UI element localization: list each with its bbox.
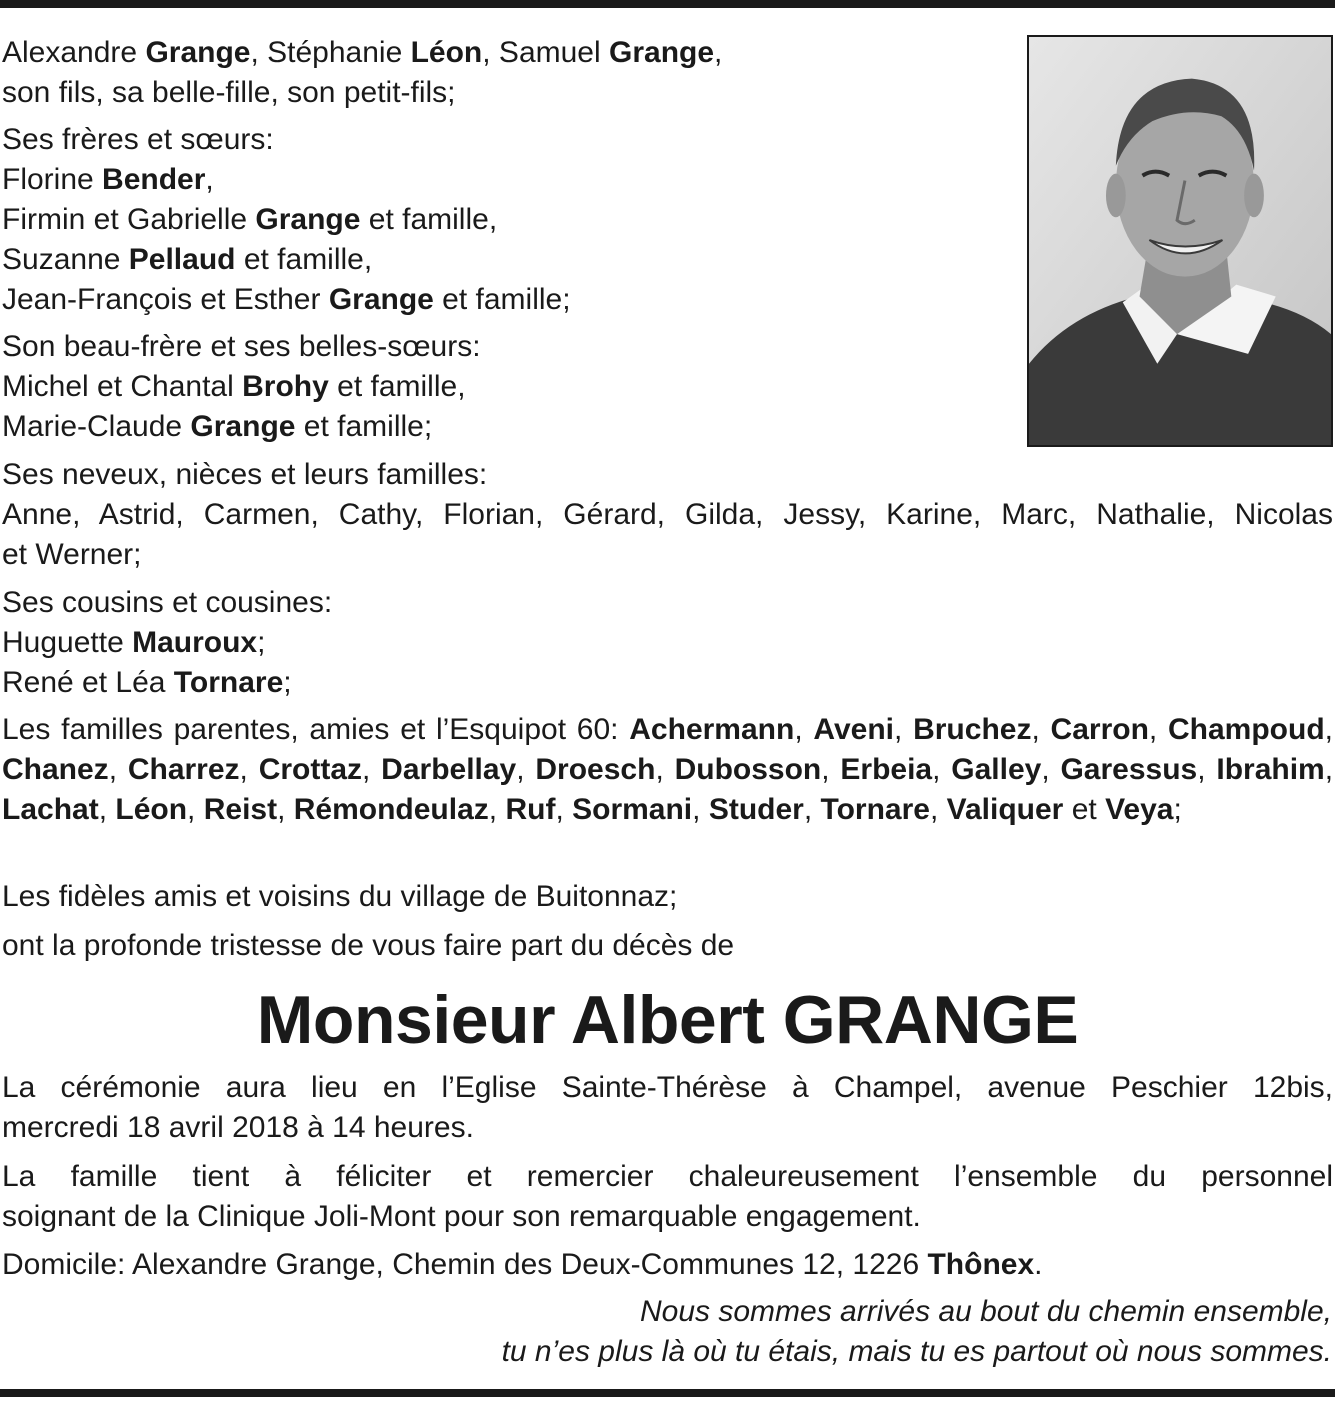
relative-family-name: Bruchez <box>913 713 1032 746</box>
bottom-rule <box>0 1389 1335 1397</box>
relative-family-name: Tornare <box>820 793 930 826</box>
top-rule <box>0 0 1335 8</box>
relative-family-name: Studer <box>708 793 804 826</box>
cousins-heading: Ses cousins et cousines: <box>2 586 333 619</box>
relative-family-name: Darbellay <box>381 753 517 786</box>
relative-family-name: Valiquer <box>946 793 1064 826</box>
announcement-line: ont la profonde tristesse de vous faire part du décès de <box>2 929 735 962</box>
deceased-name-title: Monsieur Albert GRANGE <box>256 982 1079 1058</box>
quote-line-2: tu n’es plus là où tu étais, mais tu es partout où nous sommes. <box>501 1335 1332 1368</box>
ceremony-line-1: La cérémonie aura lieu en l’Eglise Sainte-Thérèse à Champel, avenue Peschier 12bis, <box>2 1071 1333 1104</box>
domicile-line: Domicile: Alexandre Grange, Chemin des Deux-Communes 12, 1226 Thônex. <box>2 1248 1043 1281</box>
relative-family-name: Rémondeulaz <box>293 793 489 826</box>
neighbors-line: Les fidèles amis et voisins du village de Buitonnaz; <box>2 880 678 913</box>
inlaws-heading: Son beau-frère et ses belles-sœurs: <box>2 330 481 363</box>
nephews-heading: Ses neveux, nièces et leurs familles: <box>2 458 488 491</box>
inlaws-line-1: Michel et Chantal Brohy et famille, <box>2 370 466 403</box>
inlaws-line-2: Marie-Claude Grange et famille; <box>2 410 433 443</box>
relative-family-name: Ibrahim <box>1216 753 1325 786</box>
relatives-block <box>2 710 1333 830</box>
relative-family-name: Aveni <box>813 713 894 746</box>
relative-family-name: Achermann <box>629 713 795 746</box>
siblings-line-4: Jean-François et Esther Grange et famille; <box>2 283 571 316</box>
portrait-illustration <box>1029 37 1331 445</box>
thanks-line-1: La famille tient à féliciter et remercier chaleureusement l’ensemble du personnel <box>2 1160 1333 1193</box>
family-line-1: Alexandre Grange, Stéphanie Léon, Samuel Grange, <box>2 36 723 69</box>
relative-family-name: Garessus <box>1060 753 1198 786</box>
inlaws-block <box>2 327 481 447</box>
thanks-block <box>2 1157 1333 1237</box>
siblings-line-2: Firmin et Gabrielle Grange et famille, <box>2 203 498 236</box>
cousins-block <box>2 583 332 703</box>
siblings-block <box>2 120 571 320</box>
relative-family-name: Reist <box>203 793 278 826</box>
portrait-photo <box>1027 35 1333 447</box>
relative-family-name: Droesch <box>535 753 656 786</box>
relative-family-name: Sormani <box>572 793 693 826</box>
siblings-line-1: Florine Bender, <box>2 163 214 196</box>
relative-family-name: Champoud <box>1168 713 1325 746</box>
relative-family-name: Chanez <box>2 753 109 786</box>
relative-family-name: Lachat <box>2 793 99 826</box>
siblings-line-3: Suzanne Pellaud et famille, <box>2 243 373 276</box>
relative-family-name: Léon <box>115 793 188 826</box>
quote-line-1: Nous sommes arrivés au bout du chemin ensemble, <box>640 1295 1332 1328</box>
relative-family-name: Carron <box>1050 713 1149 746</box>
relative-family-name: Erbeia <box>840 753 933 786</box>
ceremony-line-2: mercredi 18 avril 2018 à 14 heures. <box>2 1111 474 1144</box>
cousins-line-2: René et Léa Tornare; <box>2 666 292 699</box>
relative-family-name: Dubosson <box>674 753 822 786</box>
cousins-line-1: Huguette Mauroux; <box>2 626 266 659</box>
relative-family-name: Charrez <box>127 753 240 786</box>
relative-family-name: Crottaz <box>258 753 363 786</box>
relative-family-name: Veya <box>1105 793 1174 826</box>
family-block <box>2 33 722 113</box>
closing-quote <box>502 1292 1332 1372</box>
nephews-line-2: et Werner; <box>2 538 142 571</box>
nephews-line-1: Anne, Astrid, Carmen, Cathy, Florian, Gérard, Gilda, Jessy, Karine, Marc, Nathalie, Nicolas <box>2 498 1333 531</box>
thanks-line-2: soignant de la Clinique Joli-Mont pour son remarquable engagement. <box>2 1200 921 1233</box>
ceremony-block <box>2 1068 1333 1148</box>
siblings-heading: Ses frères et sœurs: <box>2 123 274 156</box>
family-line-2: son fils, sa belle-fille, son petit-fils; <box>2 76 456 109</box>
relatives-paragraph: Les familles parentes, amies et l’Esquipot 60: Achermann, Aveni, Bruchez, Carron, Champoud, Chanez, Charrez, Crottaz, Darbellay, Droesch, Dubosson, Erbeia, Galley, Garessus, Ibrahim, Lachat, Léon, Reist, Rémondeulaz, Ruf, Sormani, Studer, Tornare, Valiquer et Veya; <box>2 713 1334 826</box>
relative-family-name: Ruf <box>505 793 556 826</box>
nephews-block <box>2 455 1333 575</box>
relative-family-name: Galley <box>951 753 1042 786</box>
